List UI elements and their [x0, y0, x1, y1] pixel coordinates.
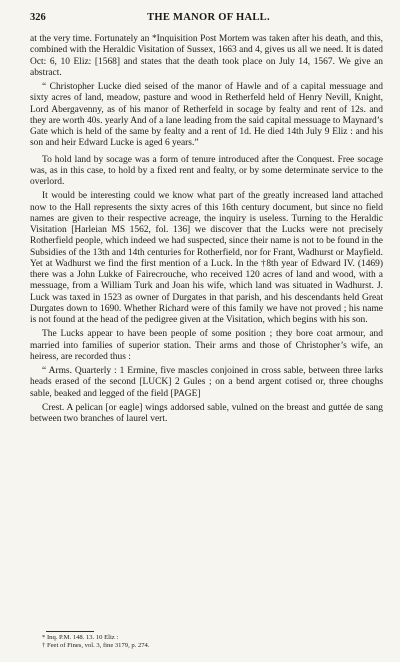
body-text — [30, 34, 383, 425]
paragraph-lucks-position: The Lucks appear to have been people of some position ; they bore coat armour, and married into families of superior station. Their arms and those of Christopher’s wife, an heiress, are recorded thus : — [30, 329, 383, 362]
paragraph-visitation: It would be interesting could we know what part of the greatly increased land attached now to the Hall represents the sixty acres of this 16th century document, but since no field names are given to their respective acreage, the inquiry is useless. Turning to the Heraldic Visitation [Harleian MS 1562, fol. 136] we discover that the Lucks were not precisely Rotherfield people, which indeed we had suspected, since their name is not to be found in the Subsidies of the 13th and 14th centuries for Rotherfield, nor for Frant, Wadhurst or Mayfield. Yet at Wadhurst we find the first mention of a Luck. In the †8th year of Edward IV. (1469) there was a John Lukke of Fairecrouche, who received 120 acres of land and wood, with a messuage, from a William Turk and Joan his wife, which land was situated in Wadhurst. J. Luck was taxed in 1523 as owner of Durgates in that parish, and his descendants held Great Durgates down to 1690. Whether Richard were of this family we have not proved ; his name is not found at the head of the pedigree given at the Visitation, which begins with his son. — [30, 191, 383, 325]
paragraph-socage: To hold land by socage was a form of tenure introduced after the Conquest. Free socage was, as in this case, to hold by a fixed rent and fealty, or by some determinate service to the overlord. — [30, 154, 383, 187]
paragraph-abstract-quote: “ Christopher Lucke died seised of the manor of Hawle and of a capital messuage and sixty acres of land, meadow, pasture and wood in Retherfeld held of Henry Nevill, Knight, Lord Abergavenny, as of his manor of Retherfeld in socage by fealty and rent of 12s. and they are worth 40s. yearly And of a lane leading from the said capital messuage to Maynard’s Gate which is held of the same by fealty and a rent of 1d. He died 14th July 9 Eliz : and his son and heir Edward Lucke is aged 6 years.” — [30, 82, 383, 149]
footnote-feet-of-fines: † Feet of Fines, vol. 3, fine 3179, p. 274. — [42, 642, 150, 649]
footnotes — [30, 631, 383, 650]
page-number: 326 — [30, 12, 46, 23]
paragraph-arms: “ Arms. Quarterly : 1 Ermine, five mascles conjoined in cross sable, between three larks heads erased of the second [LUCK] 2 Gules ; on a bend argent cotised or, three choughs sable, beaked and legged of the field [PAGE] — [30, 366, 383, 399]
running-title: THE MANOR OF HALL. — [147, 12, 270, 23]
footnote-inquisition: * Inq. P.M. 148. 13. 10 Eliz : — [42, 634, 119, 641]
page-header — [30, 12, 383, 30]
paragraph-inquisition: at the very time. Fortunately an *Inquisition Post Mortem was taken after his death, and this, combined with the Heraldic Visitation of Sussex, 1663 and 4, gives us all we need. It is dated Oct: 6, 10 Eliz: [1568] and states that the death took place on July 14, 1567. We give an abstract. — [30, 34, 383, 78]
paragraph-crest: Crest. A pelican [or eagle] wings addorsed sable, vulned on the breast and guttée de sang between two branches of laurel vert. — [30, 402, 383, 424]
footnote-rule — [46, 631, 94, 632]
